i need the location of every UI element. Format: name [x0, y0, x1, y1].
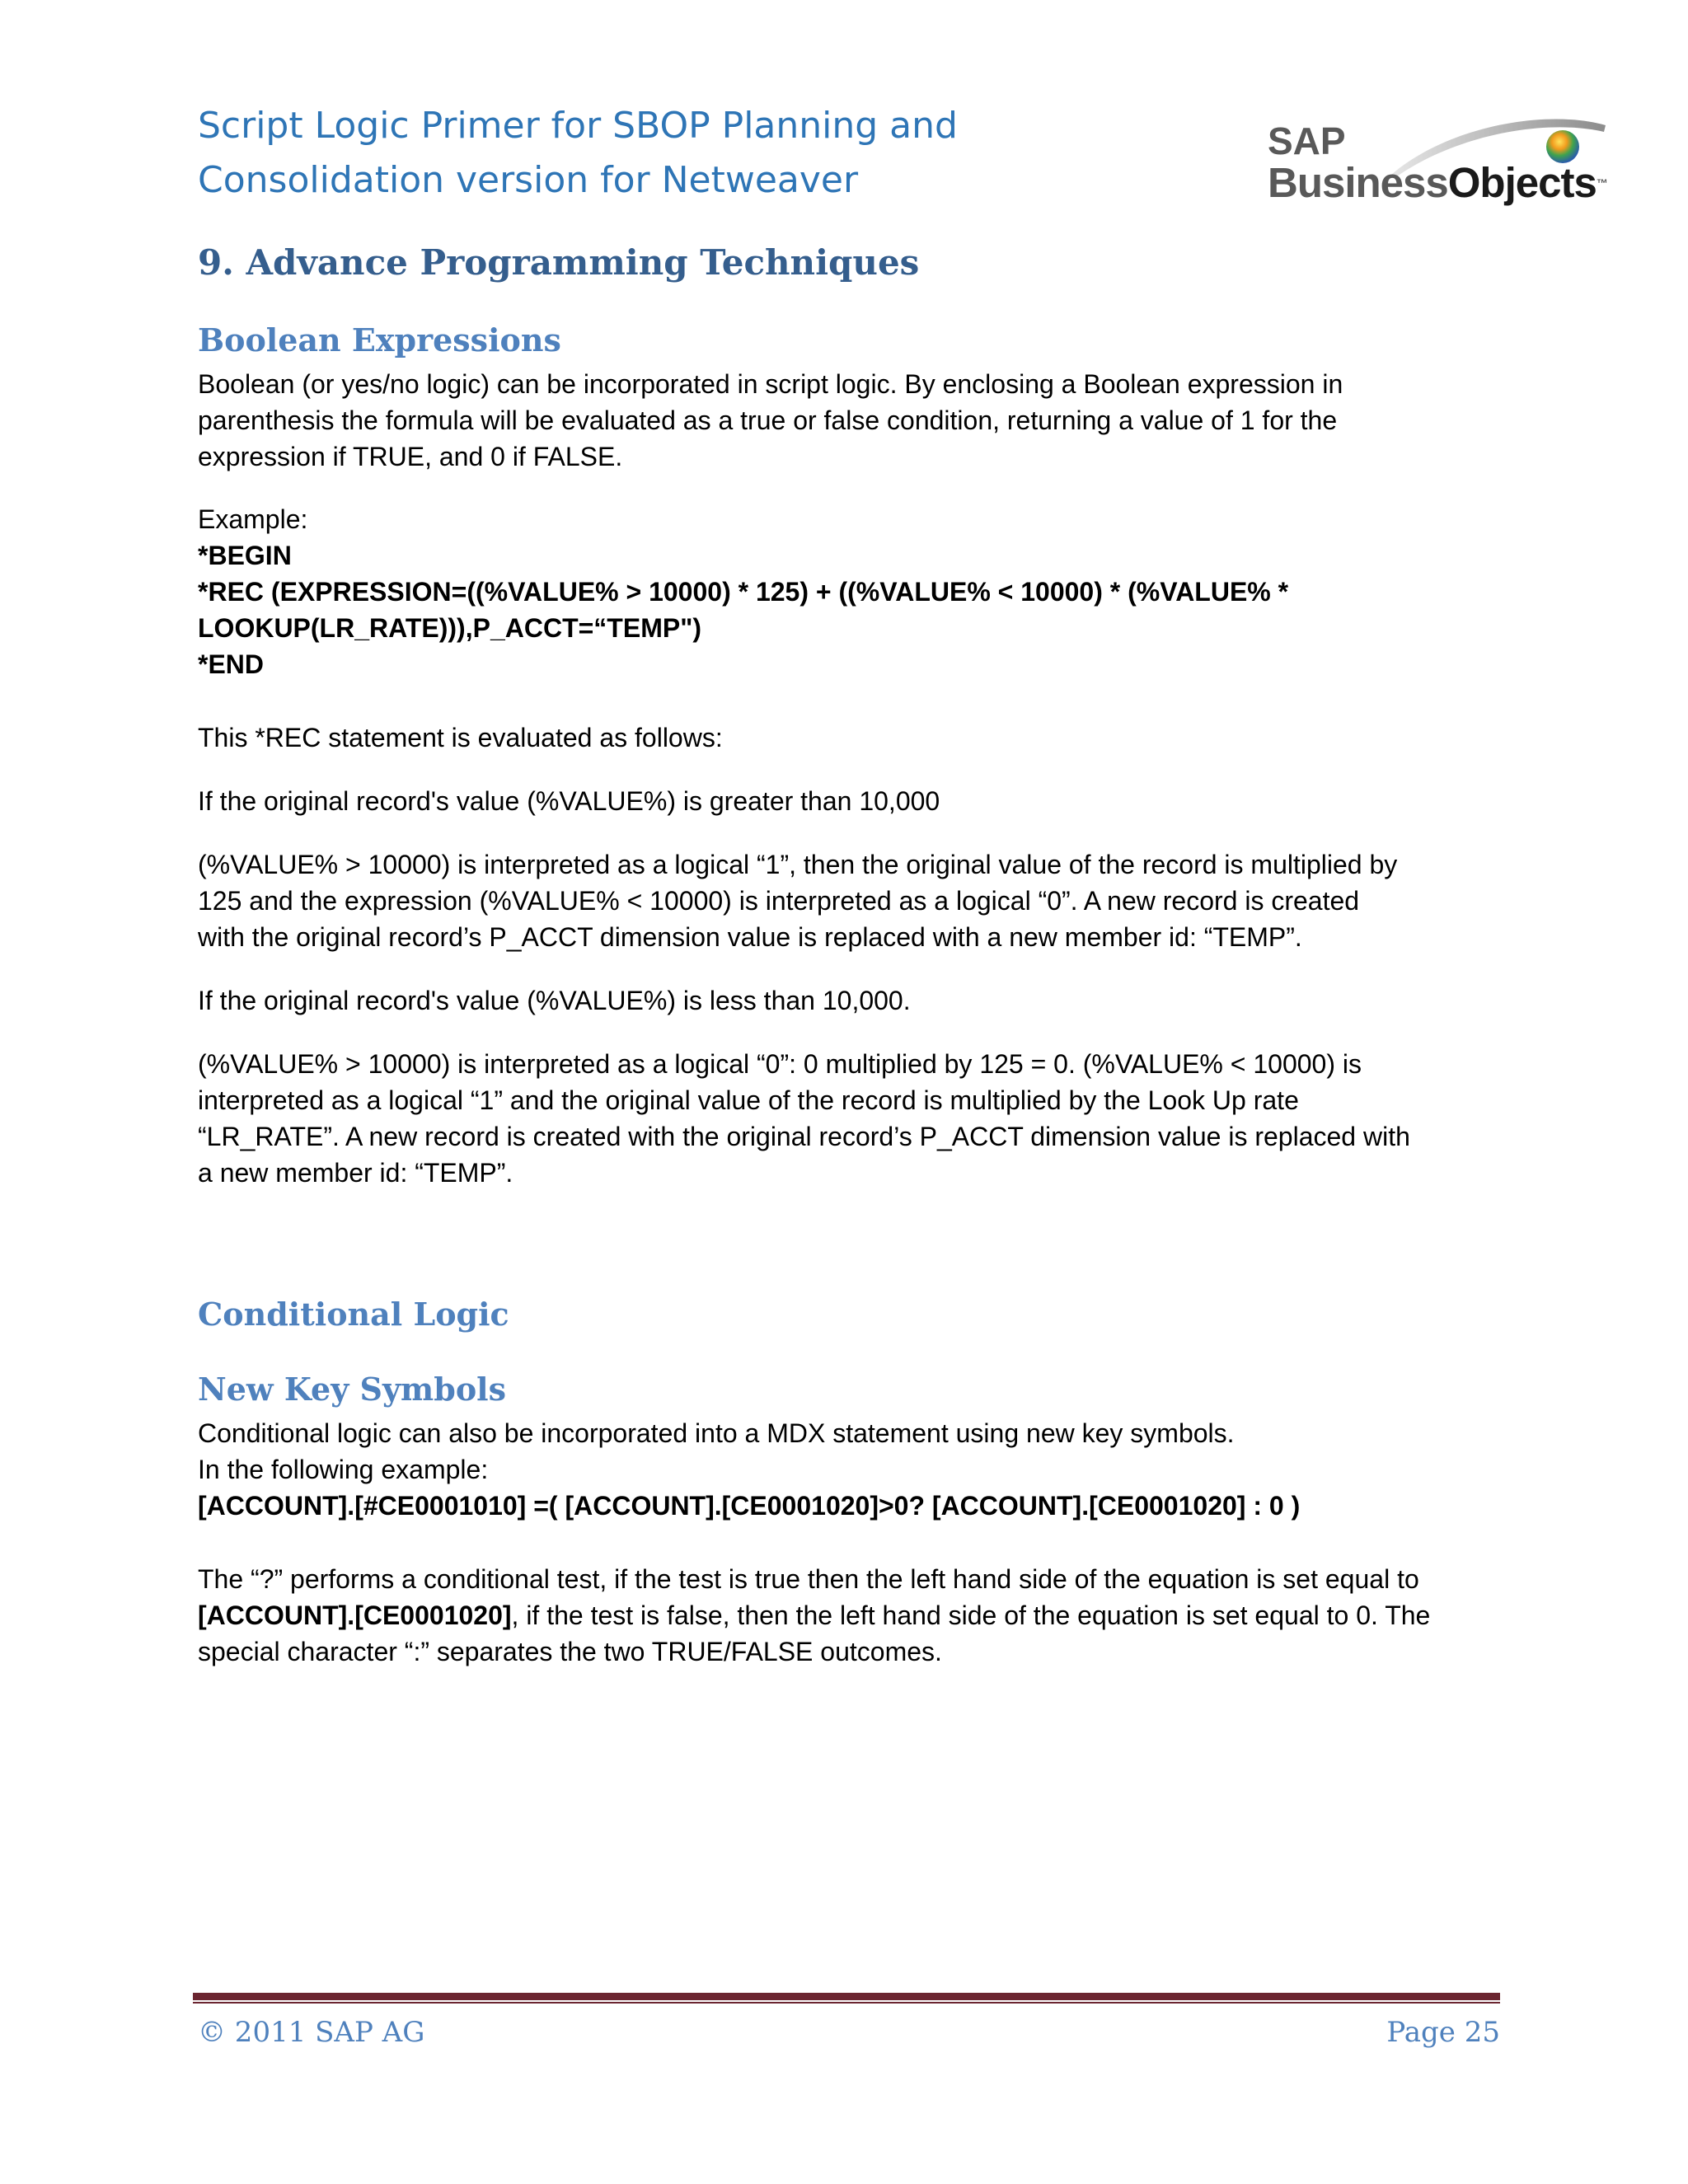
- logo-objects-text: Objects: [1447, 159, 1597, 206]
- footer-copyright: © 2011 SAP AG: [198, 2016, 425, 2049]
- new-key-symbols-heading: New Key Symbols: [198, 1371, 507, 1408]
- case-less-heading: If the original record's value (%VALUE%) is less than 10,000.: [198, 986, 911, 1015]
- case-less-paragraph: (%VALUE% > 10000) is interpreted as a logical “0”: 0 multiplied by 125 = 0. (%VALUE% < 10000) is interpreted as a logical “1” and the original value of the record is multiplied by the Look Up rate “LR_RATE”. A new record is created with the original record’s P_ACCT dimension value is replaced with a new member id: “TEMP”.: [198, 1049, 1410, 1188]
- footer-page-number: Page 25: [1386, 2016, 1500, 2049]
- conditional-explanation-bold: [ACCOUNT].[CE0001020]: [198, 1601, 512, 1630]
- conditional-logic-heading: Conditional Logic: [198, 1296, 509, 1333]
- conditional-explanation-part-1: The “?” performs a conditional test, if the test is true then the left hand side of the equation is set equal to: [198, 1564, 1419, 1594]
- case-greater-paragraph: (%VALUE% > 10000) is interpreted as a logical “1”, then the original value of the record is multiplied by 125 and the expression (%VALUE% < 10000) is interpreted as a logical “0”. A new record is created with the original record’s P_ACCT dimension value is replaced with a new member id: “TEMP”.: [198, 850, 1398, 952]
- conditional-explanation-part-2: , if the test is false, then the left hand side of the equation is set equal to 0. The special character “:” separates the two TRUE/FALSE outcomes.: [198, 1601, 1431, 1666]
- boolean-intro-paragraph: Boolean (or yes/no logic) can be incorporated in script logic. By enclosing a Boolean expression in parenthesis the formula will be evaluated as a true or false condition, returning a value of 1 for the expression if TRUE, and 0 if FALSE.: [198, 369, 1343, 471]
- section-heading: 9. Advance Programming Techniques: [198, 242, 920, 283]
- conditional-code-line: [ACCOUNT].[#CE0001010] =( [ACCOUNT].[CE0001020]>0? [ACCOUNT].[CE0001020] : 0 ): [198, 1491, 1301, 1521]
- conditional-explanation-paragraph: [198, 1561, 1500, 1670]
- footer-divider: [193, 1993, 1500, 2000]
- example-label: Example:: [198, 504, 308, 534]
- document-title-line-2: Consolidation version for Netweaver: [198, 159, 859, 201]
- conditional-intro-paragraph: Conditional logic can also be incorporated into a MDX statement using new key symbols. In the following example:: [198, 1418, 1235, 1484]
- logo-sap-text: SAP: [1268, 120, 1346, 162]
- logo-businessobjects-text: [1268, 158, 1607, 208]
- logo-business-text: Business: [1268, 159, 1448, 206]
- boolean-code-block: *BEGIN *REC (EXPRESSION=((%VALUE% > 10000) * 125) + ((%VALUE% < 10000) * (%VALUE% * LOOKUP(LR_RATE))),P_ACCT=“TEMP") *END: [198, 541, 1289, 679]
- document-title: [198, 99, 1104, 208]
- sap-businessobjects-logo: [1268, 109, 1614, 216]
- logo-trademark: ™: [1596, 176, 1607, 190]
- evaluation-intro: This *REC statement is evaluated as follows:: [198, 723, 723, 752]
- document-title-line-1: Script Logic Primer for SBOP Planning and: [198, 105, 958, 147]
- footer-divider-thin: [193, 2002, 1500, 2004]
- boolean-expressions-heading: Boolean Expressions: [198, 321, 561, 359]
- case-greater-heading: If the original record's value (%VALUE%) is greater than 10,000: [198, 786, 940, 816]
